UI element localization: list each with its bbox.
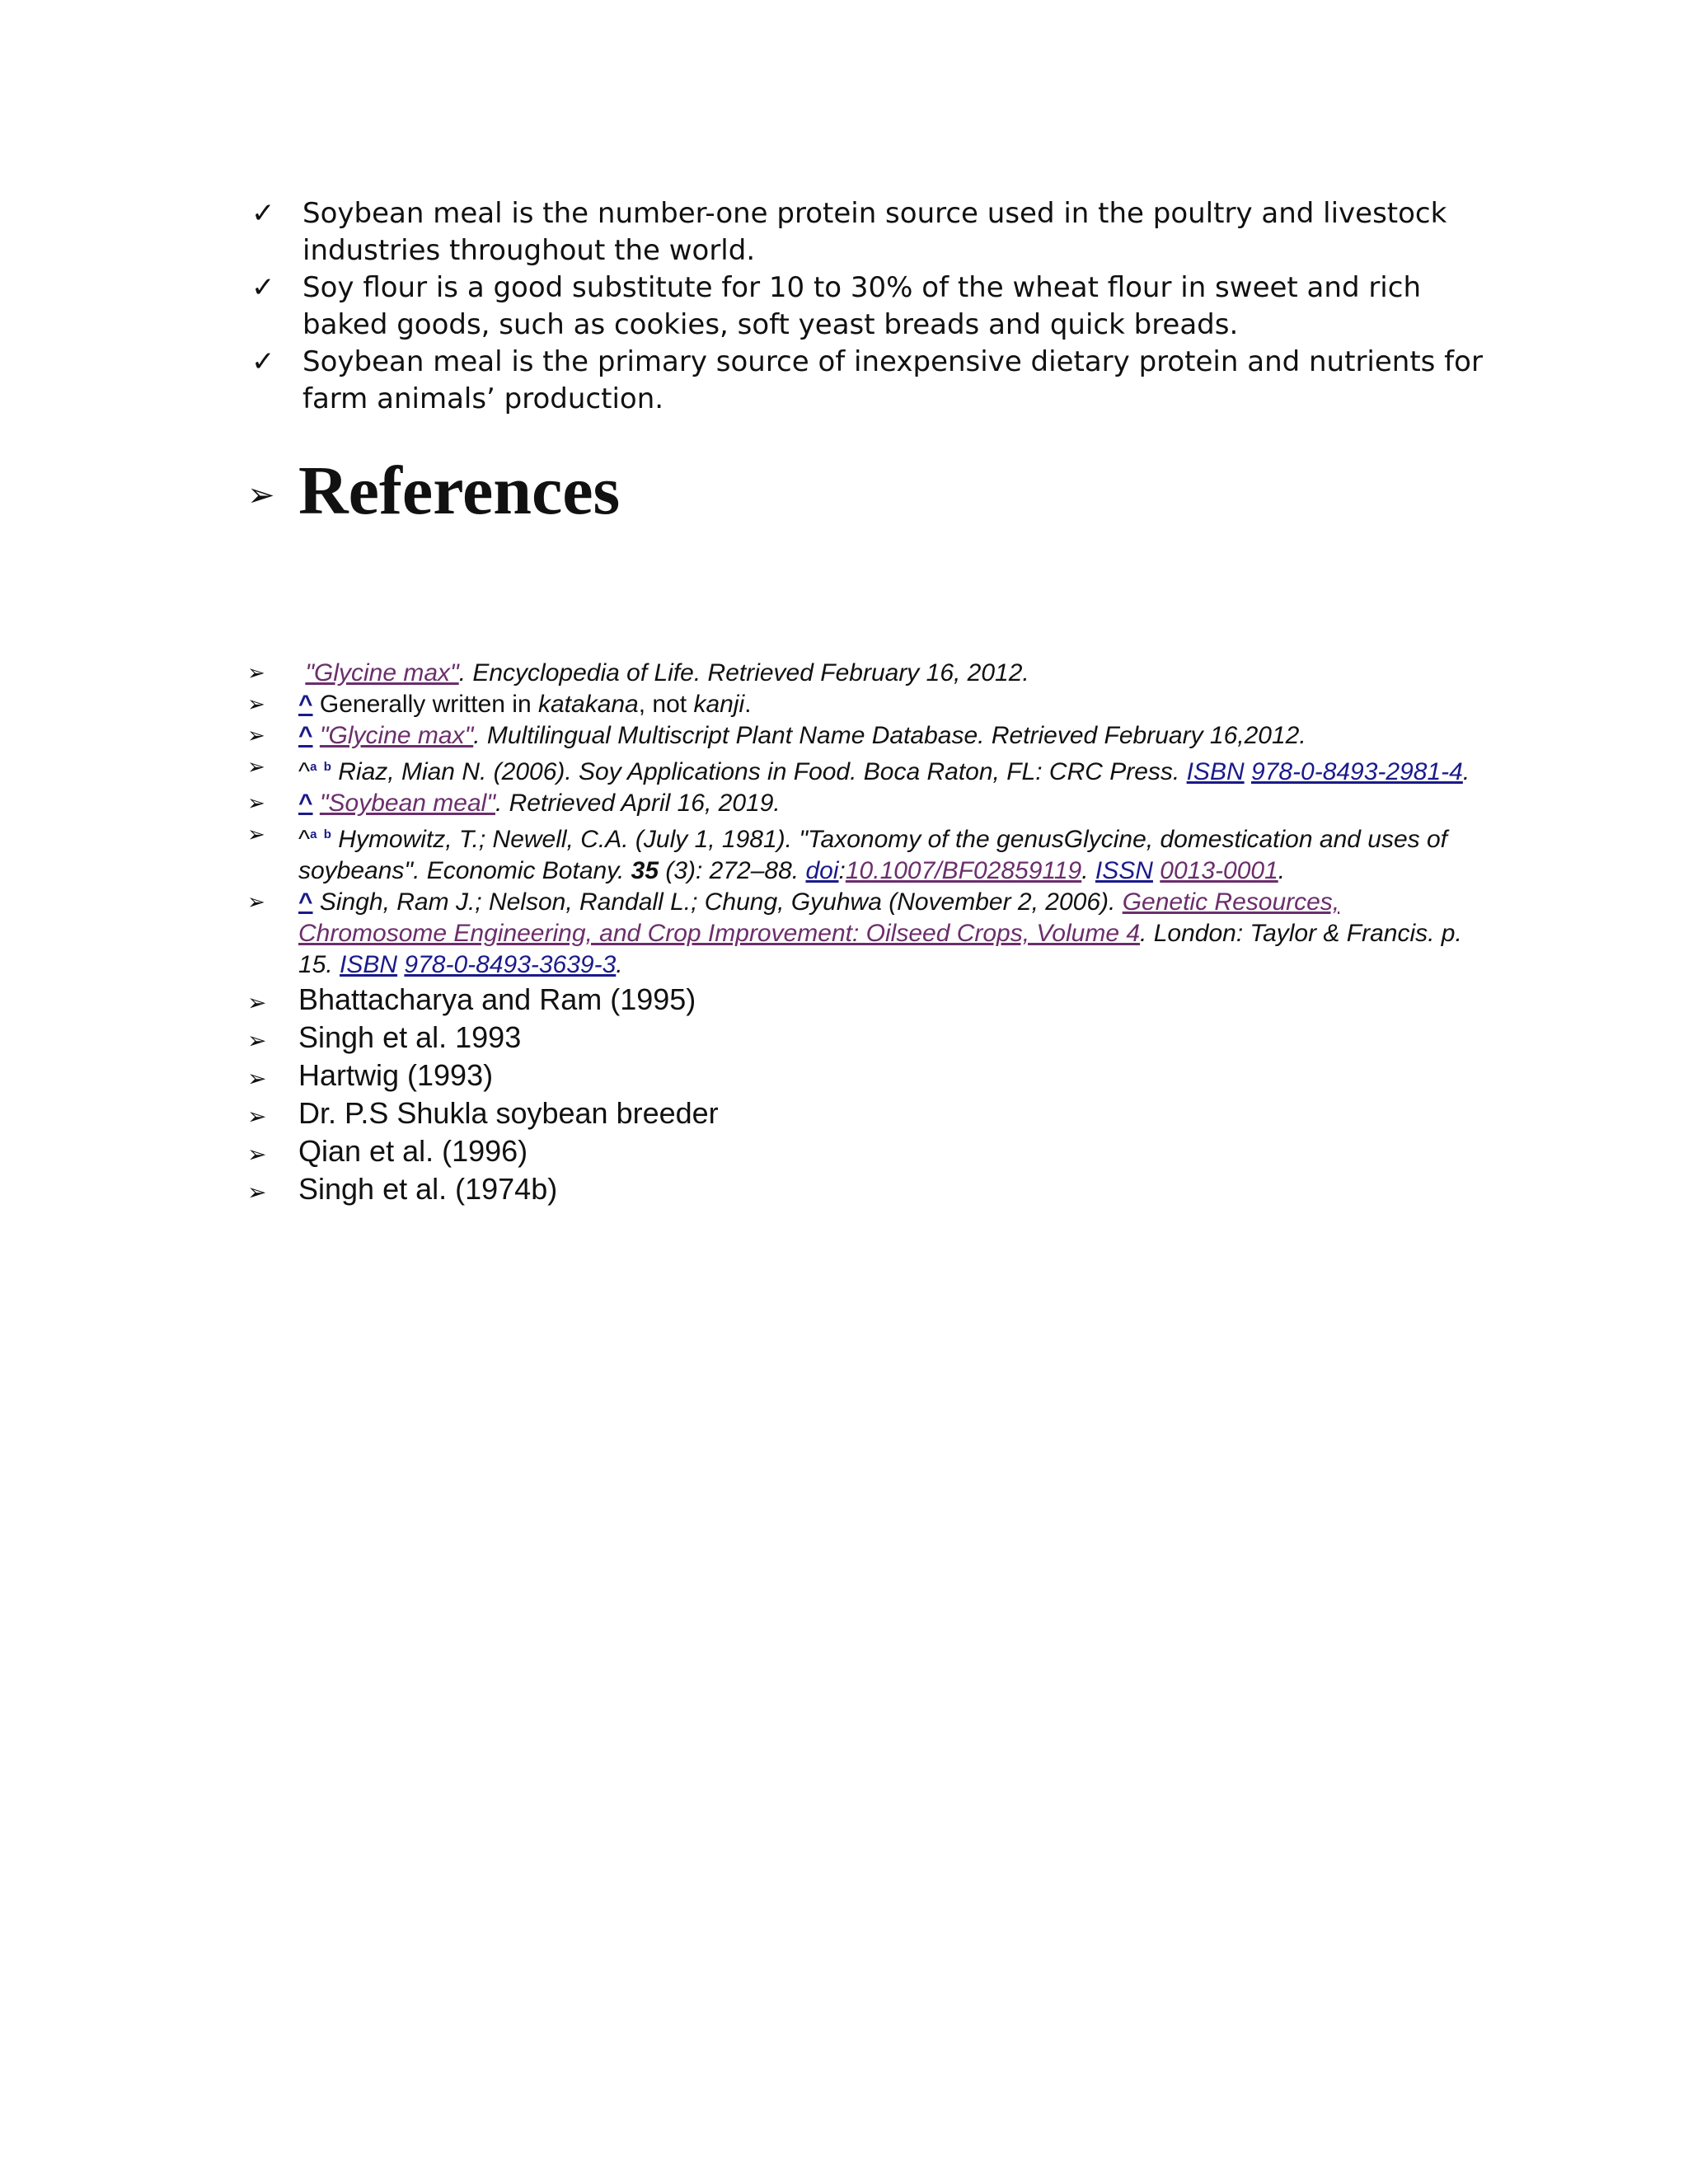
doi-link[interactable]: doi: [805, 857, 839, 884]
references-heading: [247, 452, 620, 531]
reference-item: ➢ Dr. P.S Shukla soybean breeder: [247, 1094, 1475, 1132]
benefit-item: ✓ Soybean meal is the primary source of inexpensive dietary protein and nutrients for farm animals’ production.: [251, 345, 1483, 415]
isbn-link[interactable]: ISBN: [1186, 758, 1245, 785]
reference-item: ➢ ^ Generally written in katakana, not kanji.: [247, 689, 1475, 720]
check-icon: ✓: [251, 345, 275, 378]
reference-item: ➢ Singh et al. 1993: [247, 1019, 1475, 1057]
check-icon: ✓: [251, 271, 275, 304]
reference-item: ➢ Hartwig (1993): [247, 1057, 1475, 1094]
reference-item: ➢ ^$^a$ $^b$ Hymowitz, T.; Newell, C.A. (July 1, 1981). "Taxonomy of the genusGlycine, domestication and uses of soybeans". Economic Botany. 35 (3): 272–88. doi:10.1007/BF02859119. ISSN 0013-0001.: [247, 819, 1475, 887]
isbn-link[interactable]: ISBN: [340, 951, 398, 978]
issn-number-link[interactable]: 0013-0001: [1160, 857, 1278, 884]
arrowhead-icon: ➢: [247, 989, 267, 1016]
reference-item: ➢ ^ Singh, Ram J.; Nelson, Randall L.; Chung, Gyuhwa (November 2, 2006). Genetic Resources, Chromosome Engineering, and Crop Improvement: Oilseed Crops, Volume 4. London: Taylor & Francis. p. 15. ISBN 978-0-8493-3639-3.: [247, 888, 1462, 978]
reference-item: ➢ ^ "Soybean meal". Retrieved April 16, 2019.: [247, 788, 1475, 819]
arrowhead-icon: ➢: [247, 1103, 267, 1130]
arrowhead-icon: ➢: [247, 661, 265, 686]
reference-item: ➢ Bhattacharya and Ram (1995): [247, 981, 1475, 1019]
arrowhead-icon: ➢: [247, 791, 265, 816]
reference-link-glycine-max[interactable]: "Glycine max": [305, 659, 459, 687]
reference-item: ➢ ^$^a$ $^b$ Riaz, Mian N. (2006). Soy Applications in Food. Boca Raton, FL: CRC Press. ISBN 978-0-8493-2981-4.: [247, 752, 1475, 788]
benefits-list: [251, 195, 1488, 418]
backref-link-a[interactable]: a: [310, 827, 317, 841]
reference-link-glycine-max[interactable]: "Glycine max": [319, 722, 474, 749]
arrowhead-icon: ➢: [247, 1065, 267, 1092]
issn-link[interactable]: ISSN: [1095, 857, 1153, 884]
reference-item: ➢ Singh et al. (1974b): [247, 1170, 1475, 1208]
section-title: References: [298, 452, 621, 529]
reference-item: ➢ Qian et al. (1996): [247, 1132, 1475, 1170]
arrowhead-icon: ➢: [247, 1141, 267, 1168]
backref-link[interactable]: ^: [298, 888, 313, 916]
arrowhead-icon: ➢: [247, 1027, 267, 1054]
check-icon: ✓: [251, 197, 275, 230]
arrowhead-icon: ➢: [247, 476, 275, 514]
isbn-number-link[interactable]: 978-0-8493-3639-3: [404, 951, 617, 978]
book-title-link[interactable]: Genetic Resources, Chromosome Engineering, and Crop Improvement: Oilseed Crops, Volume 4: [298, 888, 1340, 947]
backref-link[interactable]: ^: [298, 790, 313, 817]
backref-link[interactable]: ^: [298, 722, 313, 749]
backref-link[interactable]: ^: [298, 691, 313, 718]
benefit-item: ✓ Soy flour is a good substitute for 10 to 30% of the wheat flour in sweet and rich baked goods, such as cookies, soft yeast breads and quick breads.: [251, 271, 1421, 341]
references-list: [247, 658, 1475, 1208]
reference-item: ➢ "Glycine max". Encyclopedia of Life. Retrieved February 16, 2012.: [247, 658, 1475, 689]
arrowhead-icon: ➢: [247, 823, 265, 847]
doi-number-link[interactable]: 10.1007/BF02859119: [845, 857, 1082, 884]
arrowhead-icon: ➢: [247, 755, 265, 780]
backref-link-b[interactable]: b: [323, 760, 331, 774]
arrowhead-icon: ➢: [247, 724, 265, 748]
backref-link-b[interactable]: b: [323, 827, 331, 841]
backref-link-a[interactable]: a: [310, 760, 317, 774]
arrowhead-icon: ➢: [247, 1179, 267, 1206]
arrowhead-icon: ➢: [247, 692, 265, 717]
isbn-number-link[interactable]: 978-0-8493-2981-4: [1250, 758, 1463, 785]
reference-item: ➢ ^ "Glycine max". Multilingual Multiscript Plant Name Database. Retrieved February 16,2012.: [247, 720, 1475, 752]
benefit-item: ✓ Soybean meal is the number-one protein source used in the poultry and livestock industries throughout the world.: [251, 197, 1447, 267]
reference-link-soybean-meal[interactable]: "Soybean meal": [319, 790, 495, 817]
arrowhead-icon: ➢: [247, 890, 265, 915]
